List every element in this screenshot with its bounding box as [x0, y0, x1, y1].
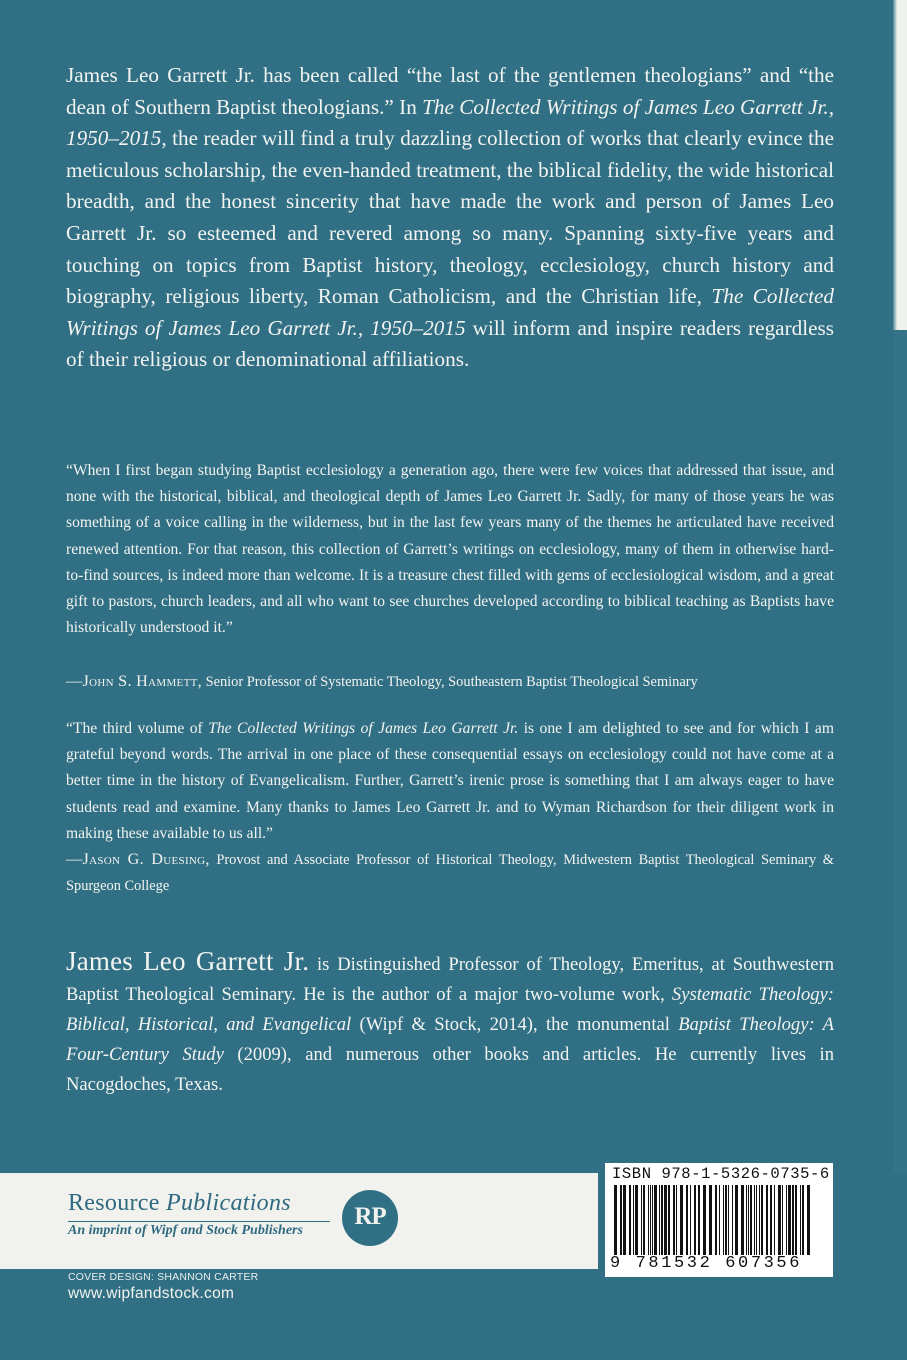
- endorser-title: Senior Professor of Systematic Theology, Southeastern Baptist Theological Seminary: [201, 674, 698, 690]
- publisher-name-b: Publications: [166, 1190, 291, 1216]
- barcode-bar: [635, 1185, 638, 1255]
- barcode-bar: [715, 1185, 717, 1255]
- publisher-website[interactable]: www.wipfandstock.com: [68, 1285, 235, 1302]
- endorsement-attribution-duesing: [66, 846, 834, 899]
- cover-design-credit: COVER DESIGN: SHANNON CARTER: [68, 1271, 259, 1283]
- bio-book-title-2: Baptist Theology: A Four-Century Study: [66, 1014, 834, 1065]
- bio-book-title-1: Systematic Theology: Biblical, Historical, and Evangelical: [66, 984, 834, 1035]
- barcode-bar: [633, 1185, 634, 1255]
- endorser-name: —Jason G. Duesing,: [66, 850, 210, 868]
- barcode-digits: 9 781532 607356: [610, 1254, 803, 1273]
- blurb-book-title-1: The Collected Writings of James Leo Garrett Jr., 1950–2015: [66, 94, 835, 151]
- barcode-bar: [792, 1185, 794, 1255]
- barcode-bar: [728, 1185, 729, 1255]
- barcode-bar: [650, 1185, 651, 1255]
- barcode-icon: [612, 1185, 830, 1255]
- blurb-text-3: will inform and inspire readers regardless of their religious or denominational affiliations.: [66, 315, 835, 372]
- barcode-bar: [723, 1185, 724, 1255]
- endorser-title: Provost and Associate Professor of Historical Theology, Midwestern Baptist Theological Seminary & Spurgeon College: [66, 852, 834, 894]
- barcode-bar: [676, 1185, 677, 1255]
- barcode-bar: [756, 1185, 757, 1255]
- barcode-bar: [661, 1185, 663, 1255]
- barcode-bar: [725, 1185, 727, 1255]
- barcode-bar: [703, 1185, 706, 1255]
- blurb-book-title-2: The Collected Writings of James Leo Garrett Jr., 1950–2015: [66, 284, 834, 340]
- barcode-bar: [673, 1185, 675, 1255]
- quote-text-a: “The third volume of: [66, 720, 209, 737]
- barcode-bar: [759, 1185, 760, 1255]
- barcode-bar: [641, 1185, 642, 1255]
- barcode-bar: [766, 1185, 768, 1255]
- barcode-bar: [659, 1185, 660, 1255]
- barcode-bar: [668, 1185, 670, 1255]
- barcode-bar: [788, 1185, 791, 1255]
- bio-text-3: (2009), and numerous other books and articles. He currently lives in Nacogdoches, Texas.: [66, 1044, 834, 1095]
- spine-light-edge: [893, 0, 907, 330]
- endorser-name: —John S. Hammett,: [66, 672, 202, 690]
- blurb-text-1: James Leo Garrett Jr. has been called “the last of the gentlemen theologians” and “the dean of Southern Baptist theologians.” In: [66, 63, 834, 119]
- barcode-bar: [623, 1185, 626, 1255]
- barcode-bar: [690, 1185, 691, 1255]
- quote-text-b: is one I am delighted to see and for which I am grateful beyond words. The arrival in one place of these consequential essays on ecclesiology could not have come at a better time in the history of Evangelicalism. Further, Garrett’s irenic prose is something that I am always eager to have students read and examine. Many thanks to James Leo Garrett Jr. and to Wyman Richardson for their diligent work in making these available to us all.”: [66, 720, 834, 842]
- quote-book-title: The Collected Writings of James Leo Garrett Jr.: [208, 720, 519, 737]
- barcode-bar: [664, 1185, 667, 1255]
- publisher-rule: [68, 1221, 330, 1222]
- isbn-label: ISBN 978-1-5326-0735-6: [612, 1165, 830, 1183]
- bio-text-1: is Distinguished Professor of Theology, Emeritus, at Southwestern Baptist Theological Seminary. He is the author of a major two-volume work,: [66, 954, 835, 1005]
- book-blurb: [66, 60, 834, 376]
- barcode-bar: [694, 1185, 696, 1255]
- endorsement-quote-duesing: [66, 716, 834, 847]
- barcode-bar: [741, 1185, 744, 1255]
- barcode-bar: [680, 1185, 683, 1255]
- barcode-bar: [643, 1185, 645, 1255]
- barcode-bar: [732, 1185, 733, 1255]
- barcode-bar: [754, 1185, 755, 1255]
- barcode-bar: [614, 1185, 617, 1255]
- barcode-bar: [735, 1185, 738, 1255]
- barcode-bar: [795, 1185, 797, 1255]
- blurb-text-2: , the reader will find a truly dazzling collection of works that clearly evince the meticulous scholarship, the even-handed treatment, the biblical fidelity, the wide historical breadth, and the honest sincerity that have made the work and person of James Leo Garrett Jr. so esteemed and revered among so many. Spanning sixty-five years and touching on topics from Baptist history, theology, ecclesiology, church history and biography, religious liberty, Roman Catholicism, and the Christian life,: [66, 126, 834, 309]
- barcode-bar: [782, 1185, 783, 1255]
- publisher-name: [68, 1190, 291, 1217]
- barcode-bar: [719, 1185, 720, 1255]
- barcode-bar: [654, 1185, 657, 1255]
- publisher-name-a: Resource: [68, 1190, 166, 1216]
- barcode-bar: [698, 1185, 700, 1255]
- bio-text-2: (Wipf & Stock, 2014), the monumental: [351, 1014, 679, 1035]
- publisher-imprint: An imprint of Wipf and Stock Publishers: [68, 1223, 303, 1238]
- barcode-bar: [648, 1185, 649, 1255]
- barcode-bar: [750, 1185, 752, 1255]
- barcode-bar: [778, 1185, 781, 1255]
- barcode-bar: [620, 1185, 622, 1255]
- barcode-bar: [709, 1185, 712, 1255]
- barcode-bar: [686, 1185, 688, 1255]
- barcode-bar: [770, 1185, 772, 1255]
- barcode-bar: [786, 1185, 787, 1255]
- barcode-bar: [802, 1185, 804, 1255]
- barcode-bar: [746, 1185, 747, 1255]
- endorsement-quote-hammett: “When I first began studying Baptist ecclesiology a generation ago, there were few voices that addressed that issue, and none with the historical, biblical, and theological depth of James Leo Garrett Jr. Sadly, for many of those years he was something of a voice calling in the wilderness, but in the last few years many of the themes he articulated have received renewed attention. For that reason, this collection of Garrett’s writings on ecclesiology, many of them in otherwise hard-to-find sources, is indeed more than welcome. It is a treasure chest filled with gems of ecclesiological wisdom, and a great gift to pastors, church leaders, and all who want to see churches developed according to biblical teaching as Baptists have historically understood it.”: [66, 462, 834, 637]
- barcode-bar: [652, 1185, 653, 1255]
- endorsement-attribution-hammett: [66, 668, 834, 695]
- barcode-bar: [629, 1185, 631, 1255]
- author-bio: [66, 946, 834, 1100]
- barcode-bar: [761, 1185, 763, 1255]
- barcode-bar: [800, 1185, 801, 1255]
- author-name: James Leo Garrett Jr.: [66, 946, 310, 976]
- barcode-bar: [748, 1185, 749, 1255]
- barcode-bar: [807, 1185, 810, 1255]
- rp-logo-text: RP: [354, 1203, 386, 1230]
- barcode-bar: [774, 1185, 775, 1255]
